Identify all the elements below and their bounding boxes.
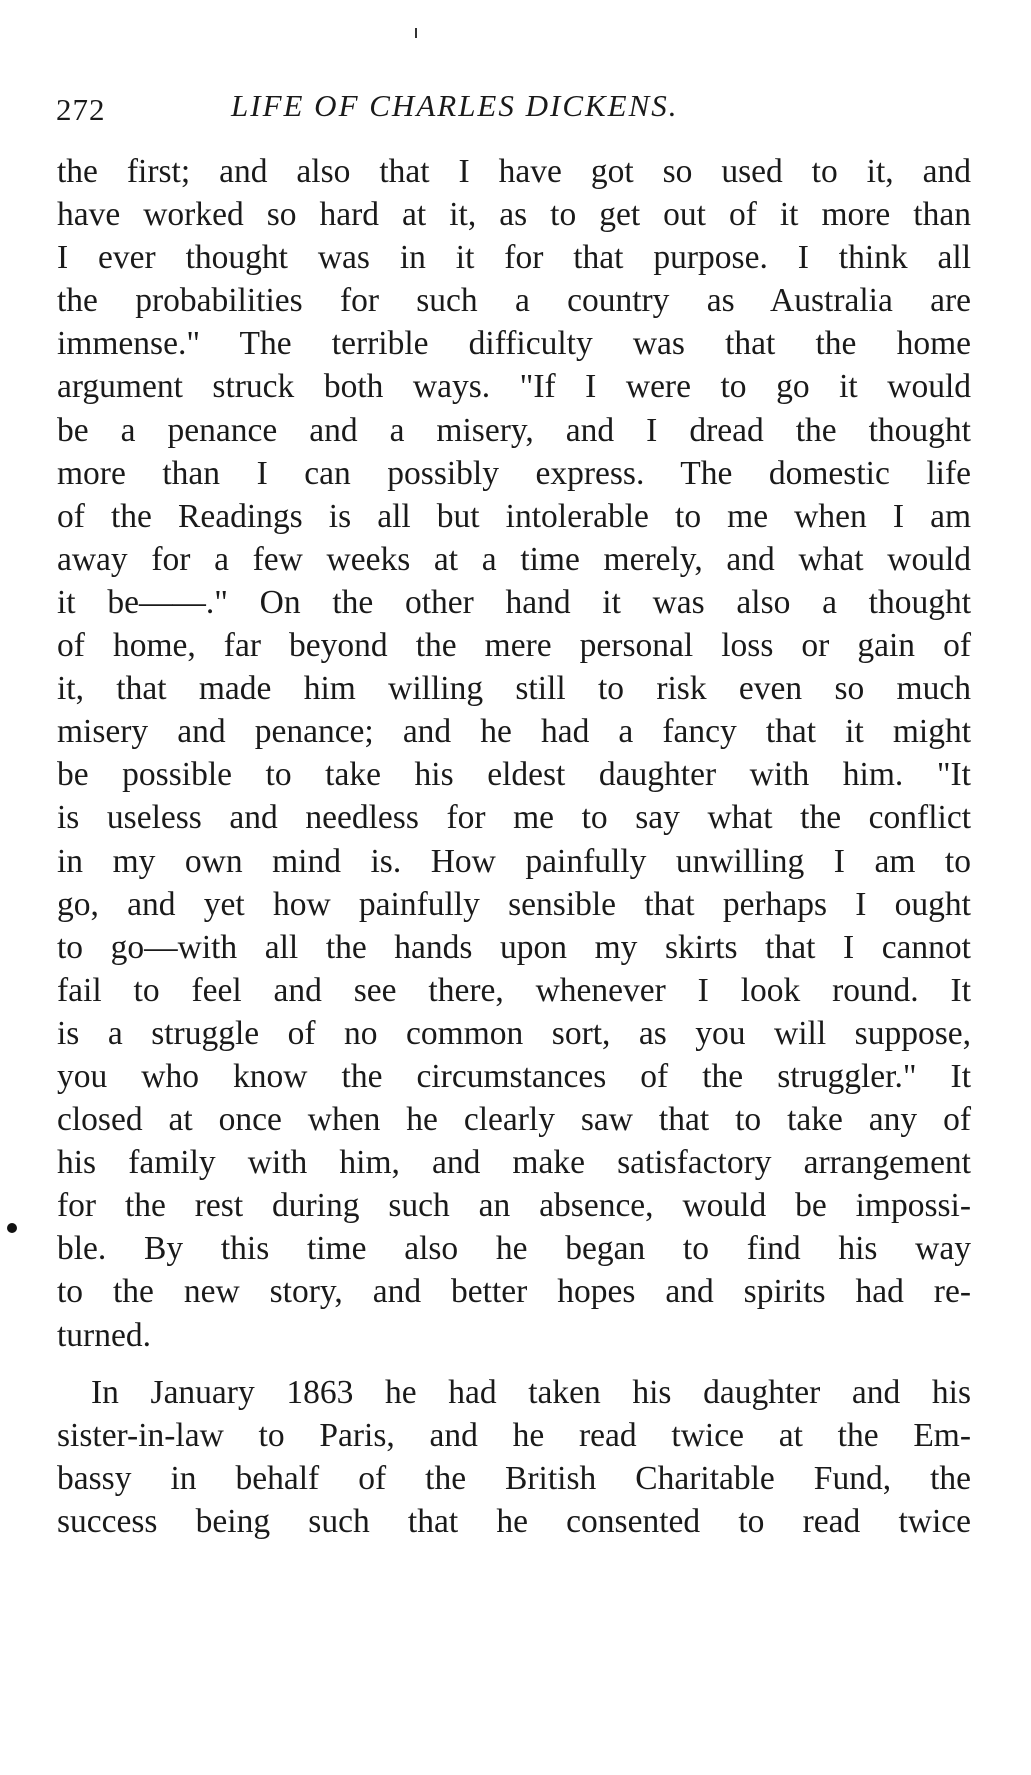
text-line: immense." The terrible difficulty was that the home bbox=[57, 325, 971, 363]
text-line: In January 1863 he had taken his daughter and his bbox=[91, 1373, 971, 1411]
paragraph-2 bbox=[57, 1371, 971, 1543]
text-line: to the new story, and better hopes and spirits had re- bbox=[57, 1273, 971, 1311]
text-line: fail to feel and see there, whenever I look round. It bbox=[57, 971, 971, 1009]
page-number: 272 bbox=[56, 92, 106, 127]
printer-mark bbox=[415, 28, 417, 38]
running-title: LIFE OF CHARLES DICKENS. bbox=[231, 88, 679, 123]
text-line: his family with him, and make satisfactory arrangement bbox=[57, 1144, 971, 1182]
text-line: misery and penance; and he had a fancy that it might bbox=[57, 713, 971, 751]
text-line: it, that made him willing still to risk even so much bbox=[57, 670, 971, 708]
text-line: bassy in behalf of the British Charitable Fund, the bbox=[57, 1459, 971, 1497]
paragraph-break bbox=[57, 1357, 971, 1371]
text-line: be a penance and a misery, and I dread the thought bbox=[57, 411, 971, 449]
text-line: in my own mind is. How painfully unwilling I am to bbox=[57, 842, 971, 880]
text-line: for the rest during such an absence, would be impossi- bbox=[57, 1187, 971, 1225]
margin-ink-speck bbox=[7, 1223, 17, 1233]
text-line: go, and yet how painfully sensible that perhaps I ought bbox=[57, 885, 971, 923]
text-line: success being such that he consented to read twice bbox=[57, 1502, 971, 1540]
text-line: ble. By this time also he began to find his way bbox=[57, 1230, 971, 1268]
text-line: you who know the circumstances of the struggler." It bbox=[57, 1057, 971, 1095]
text-line: it be——." On the other hand it was also a thought bbox=[57, 583, 971, 621]
text-line: is useless and needless for me to say what the conflict bbox=[57, 799, 971, 837]
text-line: of the Readings is all but intolerable to me when I am bbox=[57, 497, 971, 535]
text-line: to go—with all the hands upon my skirts that I cannot bbox=[57, 928, 971, 966]
text-line: turned. bbox=[57, 1316, 151, 1354]
text-line: the probabilities for such a country as Australia are bbox=[57, 282, 971, 320]
text-line: sister-in-law to Paris, and he read twice at the Em- bbox=[57, 1416, 971, 1454]
page-header bbox=[56, 88, 976, 128]
paragraph-1 bbox=[57, 150, 971, 1357]
text-line: closed at once when he clearly saw that to take any of bbox=[57, 1101, 971, 1139]
text-line: away for a few weeks at a time merely, and what would bbox=[57, 540, 971, 578]
body-text bbox=[57, 150, 971, 1543]
text-line: of home, far beyond the mere personal loss or gain of bbox=[57, 627, 971, 665]
text-line: be possible to take his eldest daughter with him. "It bbox=[57, 756, 971, 794]
text-line: is a struggle of no common sort, as you will suppose, bbox=[57, 1014, 971, 1052]
text-line: more than I can possibly express. The domestic life bbox=[57, 454, 971, 492]
text-line: argument struck both ways. "If I were to go it would bbox=[57, 368, 971, 406]
text-line: have worked so hard at it, as to get out of it more than bbox=[57, 196, 971, 234]
text-line: I ever thought was in it for that purpose. I think all bbox=[57, 239, 971, 277]
text-line: the first; and also that I have got so used to it, and bbox=[57, 153, 971, 190]
